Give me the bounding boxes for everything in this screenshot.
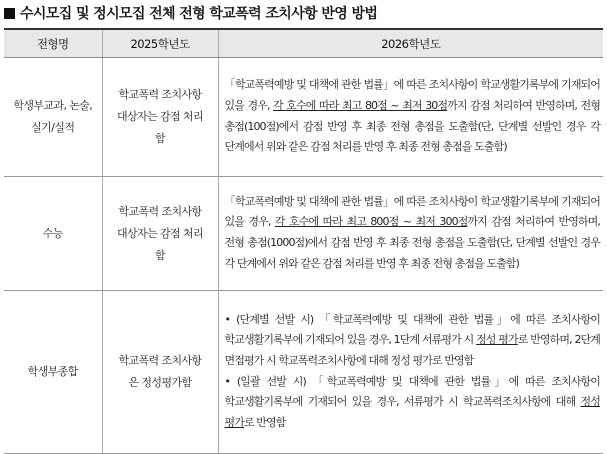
policy-2025-cell: 학교폭력 조치사항 대상자는 감점 처리함 [102, 177, 218, 291]
table-row [4, 58, 603, 177]
admission-type-cell: 수능 [4, 177, 102, 291]
policy-text: 까지 감점 처리하여 반영하며, 전형 총점(100점)에서 감점 반영 후 최종 전형 총점을 도출함(단, 단계별 선발인 경우 각 단계에서 위와 같은 감점 처리를 반영 후 최종 전형 총점을 도출함) [224, 98, 600, 154]
header-admission-type: 전형명 [4, 29, 102, 58]
policy-underlined-text: 각 호수에 따라 최고 80점 ~ 최저 30점 [273, 98, 448, 112]
table-row [4, 291, 603, 454]
policy-table [4, 28, 603, 454]
policy-text: 로 반영함 [243, 415, 286, 429]
policy-text: • (단계별 선발 시) 「학교폭력예방 및 대책에 관한 법률」에 따른 조치사항이 학교생활기록부에 기재되어 있을 경우, 1단계 서류평가 시 [224, 312, 600, 347]
policy-underlined-text: 각 호수에 따라 최고 800점 ~ 최저 300점 [274, 215, 468, 229]
policy-2025-cell: 학교폭력 조치사항 대상자는 감점 처리함 [102, 58, 218, 177]
table-header-row [4, 29, 603, 58]
bullet-item [225, 310, 601, 372]
policy-underlined-text: 정성 평가 [224, 395, 600, 429]
policy-text: • (일괄 선발 시) 「학교폭력예방 및 대책에 관한 법률」에 따른 조치사항이 학교생활기록부에 기재되어 있을 경우, 서류평가 시 학교폭력조치사항에 대해 [224, 374, 600, 409]
policy-text: 로 반영하며, 2단계 면접평가 시 학교폭력조치사항에 대해 정성 평가로 반영함 [224, 333, 600, 367]
policy-text: 「학교폭력예방 및 대책에 관한 법률」에 따른 조치사항이 학교생활기록부에 기재되어 있을 경우, [224, 194, 600, 229]
square-bullet-icon [4, 8, 15, 19]
policy-text: 「학교폭력예방 및 대책에 관한 법률」에 따른 조치사항이 학교생활기록부에 기재되어 있을 경우, [224, 78, 600, 112]
table-row [4, 177, 603, 291]
admission-type-cell: 학생부종합 [4, 291, 102, 454]
admission-type-cell: 학생부교과, 논술, 실기/실적 [4, 58, 102, 177]
header-2025: 2025학년도 [102, 29, 218, 58]
page-title-text: 수시모집 및 정시모집 전체 전형 학교폭력 조치사항 반영 방법 [20, 6, 378, 22]
policy-text: 까지 감점 처리하여 반영하며, 전형 총점(1000점)에서 감점 반영 후 최종 전형 총점을 도출함(단, 단계별 선발인 경우 각 단계에서 위와 같은 감점 처리를 반영 후 최종 전형 총점을 도출함) [224, 215, 600, 270]
policy-2025-cell: 학교폭력 조치사항은 정성평가함 [102, 291, 218, 454]
policy-2026-cell [218, 177, 603, 291]
policy-underlined-text: 정성 평가 [476, 333, 518, 347]
header-2026: 2026학년도 [218, 29, 603, 58]
policy-2026-cell [218, 291, 603, 454]
policy-2026-cell [218, 58, 603, 177]
page-title [4, 3, 377, 23]
bullet-item [225, 372, 601, 434]
